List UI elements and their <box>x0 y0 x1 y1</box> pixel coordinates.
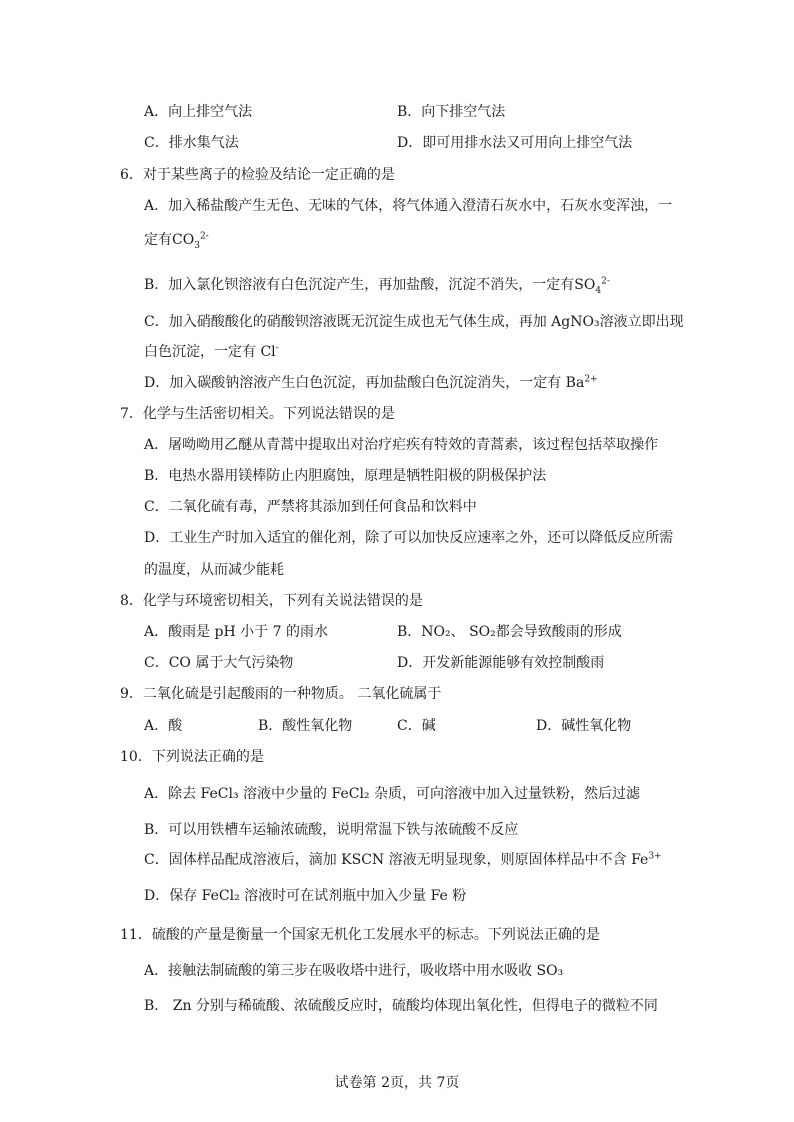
q6-option-b: B．加入氯化钡溶液有白色沉淀产生，再加盐酸，沉淀不消失，一定有$SO_4^{2-}$ <box>144 276 610 296</box>
q7-option-c: C．二氧化硫有毒，严禁将其添加到任何食品和饮料中 <box>144 499 477 515</box>
q11-option-a: A．接触法制硫酸的第三步在吸收塔中进行，吸收塔中用水吸收 SO₃ <box>144 963 564 979</box>
q8-option-d: D．开发新能源能够有效控制酸雨 <box>397 655 605 671</box>
q10-stem: 10．下列说法正确的是 <box>120 749 264 765</box>
q8-option-c: C．CO 属于大气污染物 <box>144 655 294 671</box>
q10-option-a: A．除去 FeCl₃ 溶液中少量的 FeCl₂ 杂质，可向溶液中加入过量铁粉，然后过滤 <box>144 786 640 802</box>
q10-option-b: B．可以用铁槽车运输浓硫酸，说明常温下铁与浓硫酸不反应 <box>144 822 519 838</box>
q9-option-d: D．碱性氧化物 <box>536 718 632 734</box>
q5-option-a: A．向上排空气法 <box>144 104 253 120</box>
q7-stem: 7．化学与生活密切相关。下列说法错误的是 <box>120 406 395 422</box>
q7-option-a: A．屠呦呦用乙醚从青蒿中提取出对治疗疟疾有特效的青蒿素，该过程包括萃取操作 <box>144 437 659 453</box>
q10-option-d: D．保存 FeCl₂ 溶液时可在试剂瓶中加入少量 Fe 粉 <box>144 888 467 904</box>
q10-option-c: C．固体样品配成溶液后，滴加 KSCN 溶液无明显现象，则原固体样品中不含 $Fe^{3+}$ <box>144 851 662 868</box>
q8-option-b: B．NO₂、 SO₂都会导致酸雨的形成 <box>397 624 622 640</box>
q6-option-c-line1: C．加入硝酸酸化的硝酸钡溶液既无沉淀生成也无气体生成，再加 AgNO₃溶液立即出现 <box>144 314 684 330</box>
q5-option-b: B．向下排空气法 <box>397 104 506 120</box>
q8-stem: 8．化学与环境密切相关，下列有关说法错误的是 <box>120 593 423 609</box>
q11-stem: 11．硫酸的产量是衡量一个国家无机化工发展水平的标志。下列说法正确的是 <box>120 927 600 943</box>
q9-stem: 9．二氧化硫是引起酸雨的一种物质。 二氧化硫属于 <box>120 686 442 702</box>
q9-option-c: C．碱 <box>397 718 436 734</box>
q6-stem: 6．对于某些离子的检验及结论一定正确的是 <box>120 167 395 183</box>
q6-option-a-line1: A．加入稀盐酸产生无色、无味的气体，将气体通入澄清石灰水中，石灰水变浑浊，一 <box>144 198 673 214</box>
q9-option-a: A．酸 <box>144 718 183 734</box>
q9-option-b: B．酸性氧化物 <box>258 718 353 734</box>
q7-option-d-line2: 的温度，从而减少能耗 <box>144 562 284 578</box>
q6-option-a-line2: 定有$CO_3^{2-}$ <box>144 231 209 251</box>
q7-option-d-line1: D．工业生产时加入适宜的催化剂，除了可以加快反应速率之外，还可以降低反应所需 <box>144 530 674 546</box>
q5-option-c: C．排水集气法 <box>144 135 239 151</box>
q7-option-b: B．电热水器用镁棒防止内胆腐蚀，原理是牺牲阳极的阴极保护法 <box>144 468 547 484</box>
q8-option-a: A．酸雨是 pH 小于 7 的雨水 <box>144 624 328 640</box>
page-footer: 试卷第 2页，共 7页 <box>334 1075 460 1091</box>
q11-option-b: B． Zn 分别与稀硫酸、浓硫酸反应时，硫酸均体现出氧化性，但得电子的微粒不同 <box>144 998 658 1014</box>
q6-option-c-line2: 白色沉淀，一定有 Cl- <box>144 343 279 360</box>
q5-option-d: D．即可用排水法又可用向上排空气法 <box>397 135 633 151</box>
q6-option-d: D．加入碳酸钠溶液产生白色沉淀，再加盐酸白色沉淀消失，一定有 $Ba^{2+}$ <box>144 374 598 391</box>
